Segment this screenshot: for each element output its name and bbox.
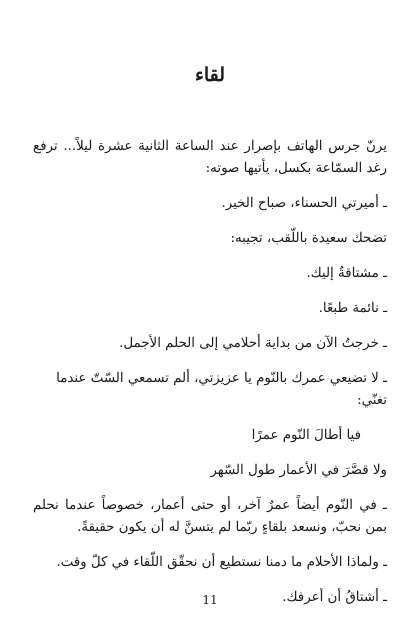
- paragraph: ـ أشتاقُ أن أعرفك.: [282, 590, 387, 605]
- paragraph: ـ نائمة طبعًا.: [318, 301, 387, 316]
- paragraph: ـ لا تضيعي عمرك بالنّوم يا عزيزتي، ألم تسمعي السّتّ عندما تغنّي:: [56, 371, 387, 408]
- paragraph: ـ خرجتُ الآن من بداية أحلامي إلى الحلم الأجمل.: [119, 336, 387, 351]
- paragraph: ـ أميرتي الحسناء، صباح الخير.: [221, 196, 387, 211]
- verse-line: فيا أطالَ النّوم عمرًا: [251, 428, 361, 443]
- chapter-title: لقاء: [194, 64, 226, 86]
- verse-line: ولا قصَّرَ في الأعمار طول السّهر: [210, 463, 387, 478]
- paragraph: ـ ولماذا الأحلام ما دمنا نستطيع أن نحقّق اللّقاء في كلّ وقت.: [56, 555, 387, 570]
- paragraph: ـ في النّوم أيضاً عمرٌ آخر، أو حتى أعمار، خصوصاً عندما نحلم بمن نحبّ، ونسعد بلقاءٍ ربّما لم يتسنَّ له أن يكون حقيقةً.: [33, 498, 387, 535]
- chapter-body: [33, 136, 387, 622]
- page-number: 11: [202, 593, 218, 607]
- paragraph: ـ مشتاقةٌ إليك.: [306, 266, 387, 281]
- paragraph: تضحك سعيدة باللّقب، تجيبه:: [230, 231, 387, 246]
- paragraph: يرنّ جرس الهاتف بإصرار عند الساعة الثانية عشرة ليلاً... ترفع رغد السمّاعة بكسل، يأتيها صوته:: [33, 139, 387, 176]
